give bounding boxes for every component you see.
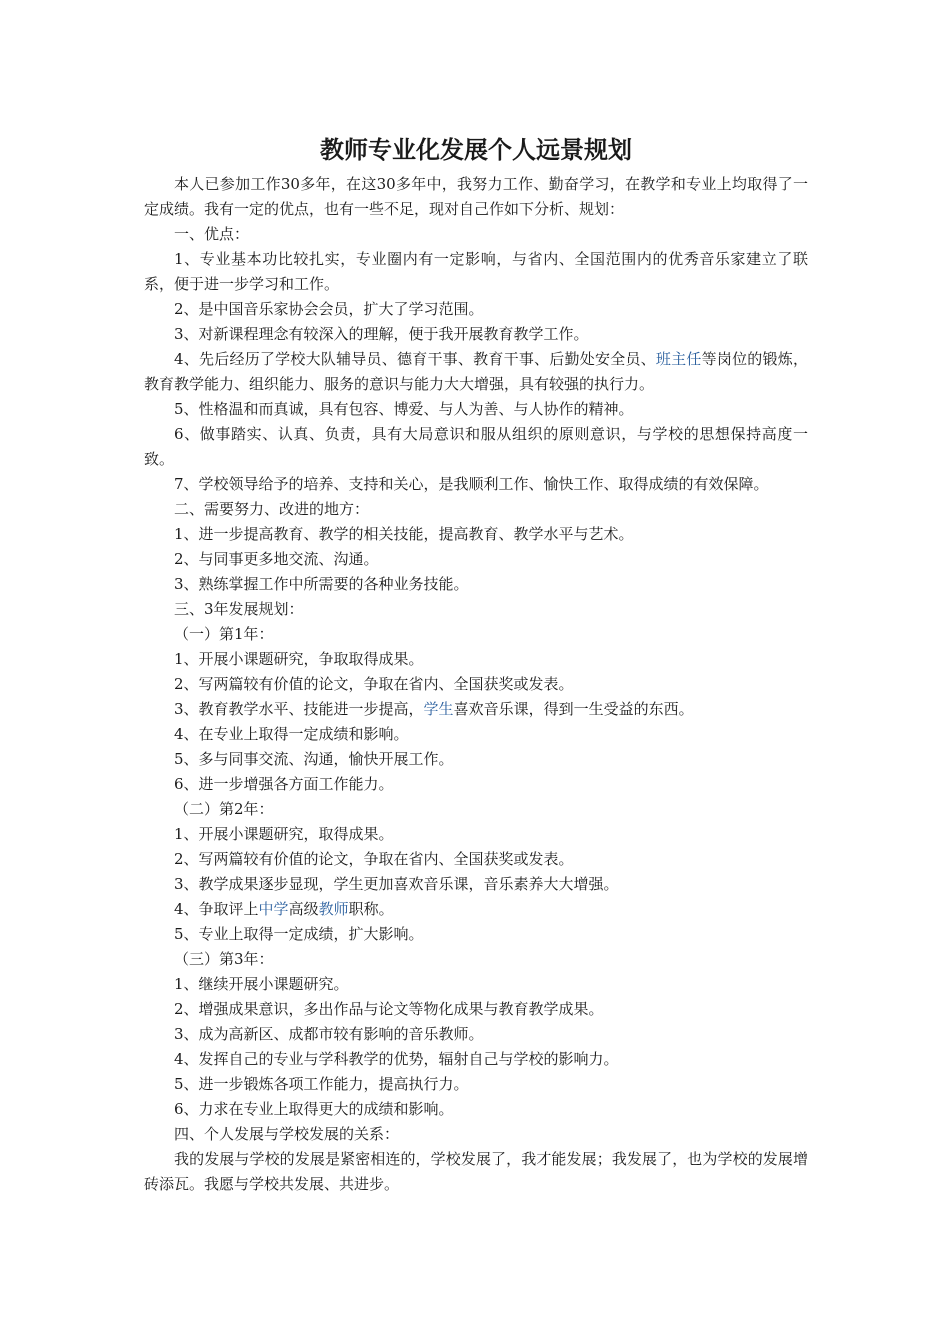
document-body	[144, 172, 808, 1197]
improvement-item-1: 1、进一步提高教育、教学的相关技能，提高教育、教学水平与艺术。	[174, 525, 634, 543]
plan-year-3-item-4: 4、发挥自己的专业与学科教学的优势，辐射自己与学校的影响力。	[174, 1050, 619, 1068]
plan-year-1-item-6: 6、进一步增强各方面工作能力。	[174, 775, 394, 793]
plan-year-1-heading: （一）第1年：	[174, 625, 274, 643]
link-head-teacher[interactable]: 班主任	[655, 350, 702, 368]
plan-year-2-item-3: 3、教学成果逐步显现，学生更加喜欢音乐课，音乐素养大大增强。	[174, 875, 619, 893]
link-teacher[interactable]: 教师	[318, 900, 349, 918]
plan-year-2-item-4-mid: 高级	[288, 900, 319, 918]
plan-year-2-heading: （二）第2年：	[174, 800, 274, 818]
plan-year-2-item-2: 2、写两篇较有价值的论文，争取在省内、全国获奖或发表。	[174, 850, 574, 868]
section-heading-improvements: 二、需要努力、改进的地方：	[174, 500, 370, 518]
plan-year-2-item-4	[144, 897, 808, 922]
plan-year-2-item-4-pre: 4、争取评上	[174, 900, 259, 918]
plan-year-2-item-1: 1、开展小课题研究，取得成果。	[174, 825, 394, 843]
strength-item-1: 1、专业基本功比较扎实，专业圈内有一定影响，与省内、全国范围内的优秀音乐家建立了联系，便于进一步学习和工作。	[144, 250, 808, 293]
plan-year-3-item-3: 3、成为高新区、成都市较有影响的音乐教师。	[174, 1025, 484, 1043]
link-student[interactable]: 学生	[423, 700, 454, 718]
plan-year-3-heading: （三）第3年：	[174, 950, 274, 968]
plan-year-3-item-2: 2、增强成果意识，多出作品与论文等物化成果与教育教学成果。	[174, 1000, 604, 1018]
plan-year-3-item-1: 1、继续开展小课题研究。	[174, 975, 349, 993]
strength-item-4	[144, 347, 808, 397]
plan-year-3-item-5: 5、进一步锻炼各项工作能力，提高执行力。	[174, 1075, 469, 1093]
plan-year-3-item-6: 6、力求在专业上取得更大的成绩和影响。	[174, 1100, 454, 1118]
strength-item-4-post: 等岗位的锻炼，教育教学能力、组织能力、服务的意识与能力大大增强，具有较强的执行力。	[144, 350, 808, 393]
section-heading-strengths: 一、优点：	[174, 225, 250, 243]
plan-year-1-item-3-pre: 3、教育教学水平、技能进一步提高，	[174, 700, 424, 718]
document-title: 教师专业化发展个人远景规划	[320, 136, 632, 164]
intro-paragraph: 本人已参加工作30多年，在这30多年中，我努力工作、勤奋学习，在教学和专业上均取得了一定成绩。我有一定的优点，也有一些不足，现对自己作如下分析、规划：	[144, 175, 808, 218]
plan-year-1-item-3	[144, 697, 808, 722]
plan-year-1-item-2: 2、写两篇较有价值的论文，争取在省内、全国获奖或发表。	[174, 675, 574, 693]
plan-year-2-item-5: 5、专业上取得一定成绩，扩大影响。	[174, 925, 424, 943]
plan-year-2-item-4-post: 职称。	[348, 900, 394, 918]
plan-year-1-item-5: 5、多与同事交流、沟通，愉快开展工作。	[174, 750, 454, 768]
document-page	[144, 128, 808, 1197]
strength-item-2: 2、是中国音乐家协会会员，扩大了学习范围。	[174, 300, 484, 318]
strength-item-4-pre: 4、先后经历了学校大队辅导员、德育干事、教育干事、后勤处安全员、	[174, 350, 656, 368]
plan-year-1-item-3-post: 喜欢音乐课，得到一生受益的东西。	[453, 700, 694, 718]
improvement-item-2: 2、与同事更多地交流、沟通。	[174, 550, 379, 568]
section-heading-plan: 三、3年发展规划：	[174, 600, 304, 618]
strength-item-6: 6、做事踏实、认真、负责，具有大局意识和服从组织的原则意识，与学校的思想保持高度一致。	[144, 425, 808, 468]
plan-year-1-item-4: 4、在专业上取得一定成绩和影响。	[174, 725, 409, 743]
strength-item-3: 3、对新课程理念有较深入的理解，便于我开展教育教学工作。	[174, 325, 589, 343]
improvement-item-3: 3、熟练掌握工作中所需要的各种业务技能。	[174, 575, 469, 593]
section-heading-relationship: 四、个人发展与学校发展的关系：	[174, 1125, 400, 1143]
strength-item-5: 5、性格温和而真诚，具有包容、博爱、与人为善、与人协作的精神。	[174, 400, 634, 418]
closing-paragraph: 我的发展与学校的发展是紧密相连的，学校发展了，我才能发展；我发展了，也为学校的发展增砖添瓦。我愿与学校共发展、共进步。	[144, 1150, 808, 1193]
link-middle-school[interactable]: 中学	[258, 900, 289, 918]
strength-item-7: 7、学校领导给予的培养、支持和关心，是我顺利工作、愉快工作、取得成绩的有效保障。	[174, 475, 769, 493]
plan-year-1-item-1: 1、开展小课题研究，争取取得成果。	[174, 650, 424, 668]
